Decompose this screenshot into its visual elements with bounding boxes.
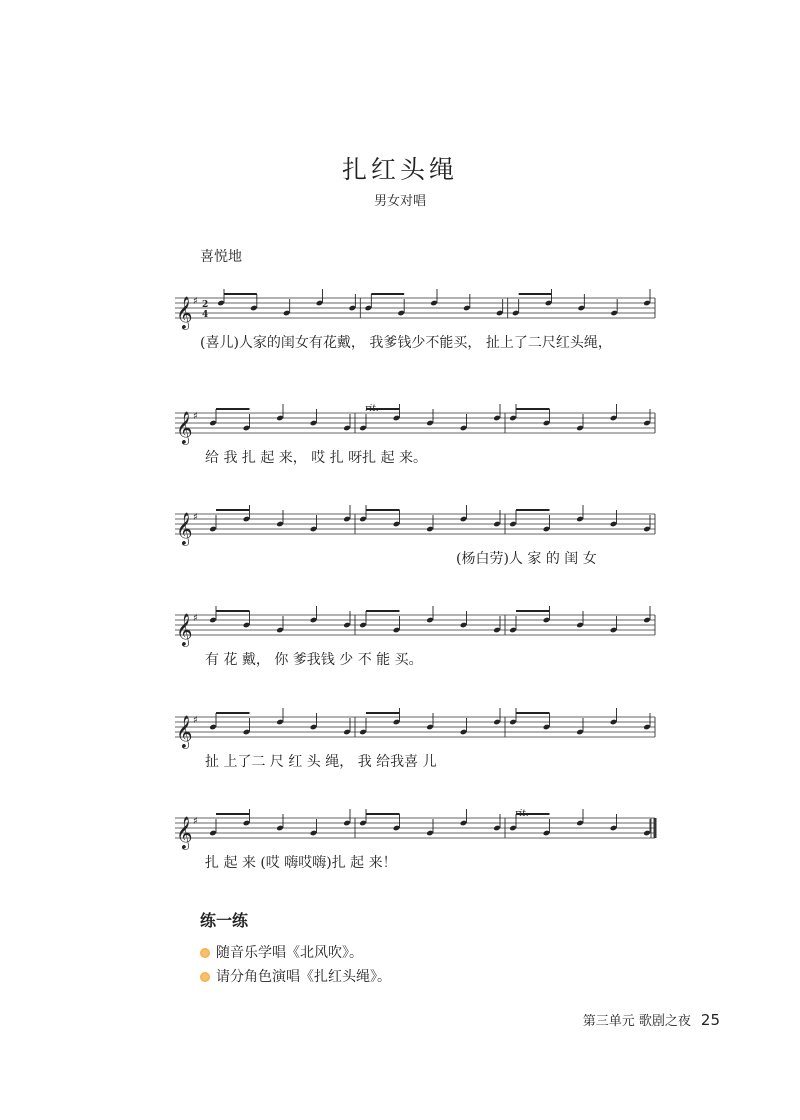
key-sharp-icon: ♯ — [193, 816, 198, 827]
treble-clef-icon: 𝄞 — [176, 715, 193, 748]
staff-notation-5 — [170, 707, 660, 752]
time-signature-bottom: 4 — [202, 310, 209, 320]
rit-marking: rit. — [515, 809, 529, 819]
time-signature-top: 2 — [202, 300, 209, 310]
lyric-line-6: 扎 起 来 (哎 嗨哎嗨)扎 起 来！ — [205, 855, 397, 871]
footer-section: 第三单元 歌剧之夜 — [582, 1014, 691, 1029]
lyric-line-2: 给 我 扎 起 来， 哎 扎 呀扎 起 来。 — [205, 450, 428, 466]
staff-system-3 — [170, 504, 660, 594]
bullet-icon — [200, 972, 210, 982]
staff-system-1 — [170, 288, 660, 378]
staff-notation-4 — [170, 605, 660, 650]
lyric-line-4: 有 花 戴， 你 爹我钱 少 不 能 买。 — [205, 652, 423, 668]
practice-heading: 练一练 — [200, 911, 249, 930]
page-footer — [583, 1010, 720, 1029]
key-sharp-icon: ♯ — [193, 296, 198, 307]
treble-clef-icon: 𝄞 — [176, 411, 193, 444]
staff-system-4 — [170, 605, 660, 695]
lyric-line-1: (喜儿)人家的闺女有花戴， 我爹钱少不能买， 扯上了二尺红头绳， — [200, 335, 612, 351]
page-number: 25 — [700, 1011, 720, 1029]
staff-system-6 — [170, 808, 660, 898]
key-sharp-icon: ♯ — [193, 613, 198, 624]
tempo-marking: 喜悦地 — [200, 249, 242, 265]
staff-notation-2 — [170, 403, 660, 448]
practice-item-1 — [200, 942, 363, 962]
bullet-icon — [200, 948, 210, 958]
key-sharp-icon: ♯ — [193, 411, 198, 422]
practice-item-2 — [200, 966, 391, 986]
rit-marking: rit. — [365, 404, 379, 414]
key-sharp-icon: ♯ — [193, 512, 198, 523]
staff-system-2 — [170, 403, 660, 493]
staff-notation-3 — [170, 504, 660, 549]
key-sharp-icon: ♯ — [193, 715, 198, 726]
practice-item-text: 随音乐学唱《北风吹》。 — [216, 945, 363, 961]
treble-clef-icon: 𝄞 — [176, 296, 193, 329]
lyric-line-5: 扯 上了二 尺 红 头 绳， 我 给我喜 儿 — [205, 754, 437, 770]
practice-item-text: 请分角色演唱《扎红头绳》。 — [216, 969, 391, 985]
treble-clef-icon: 𝄞 — [176, 816, 193, 849]
staff-system-5 — [170, 707, 660, 797]
staff-notation-6 — [170, 808, 660, 853]
staff-notation-1 — [170, 288, 660, 333]
lyric-line-3: (杨白劳)人 家 的 闺 女 — [456, 551, 597, 567]
song-title: 扎红头绳 — [341, 155, 458, 184]
treble-clef-icon: 𝄞 — [176, 512, 193, 545]
treble-clef-icon: 𝄞 — [176, 613, 193, 646]
song-subtitle: 男女对唱 — [373, 194, 426, 209]
